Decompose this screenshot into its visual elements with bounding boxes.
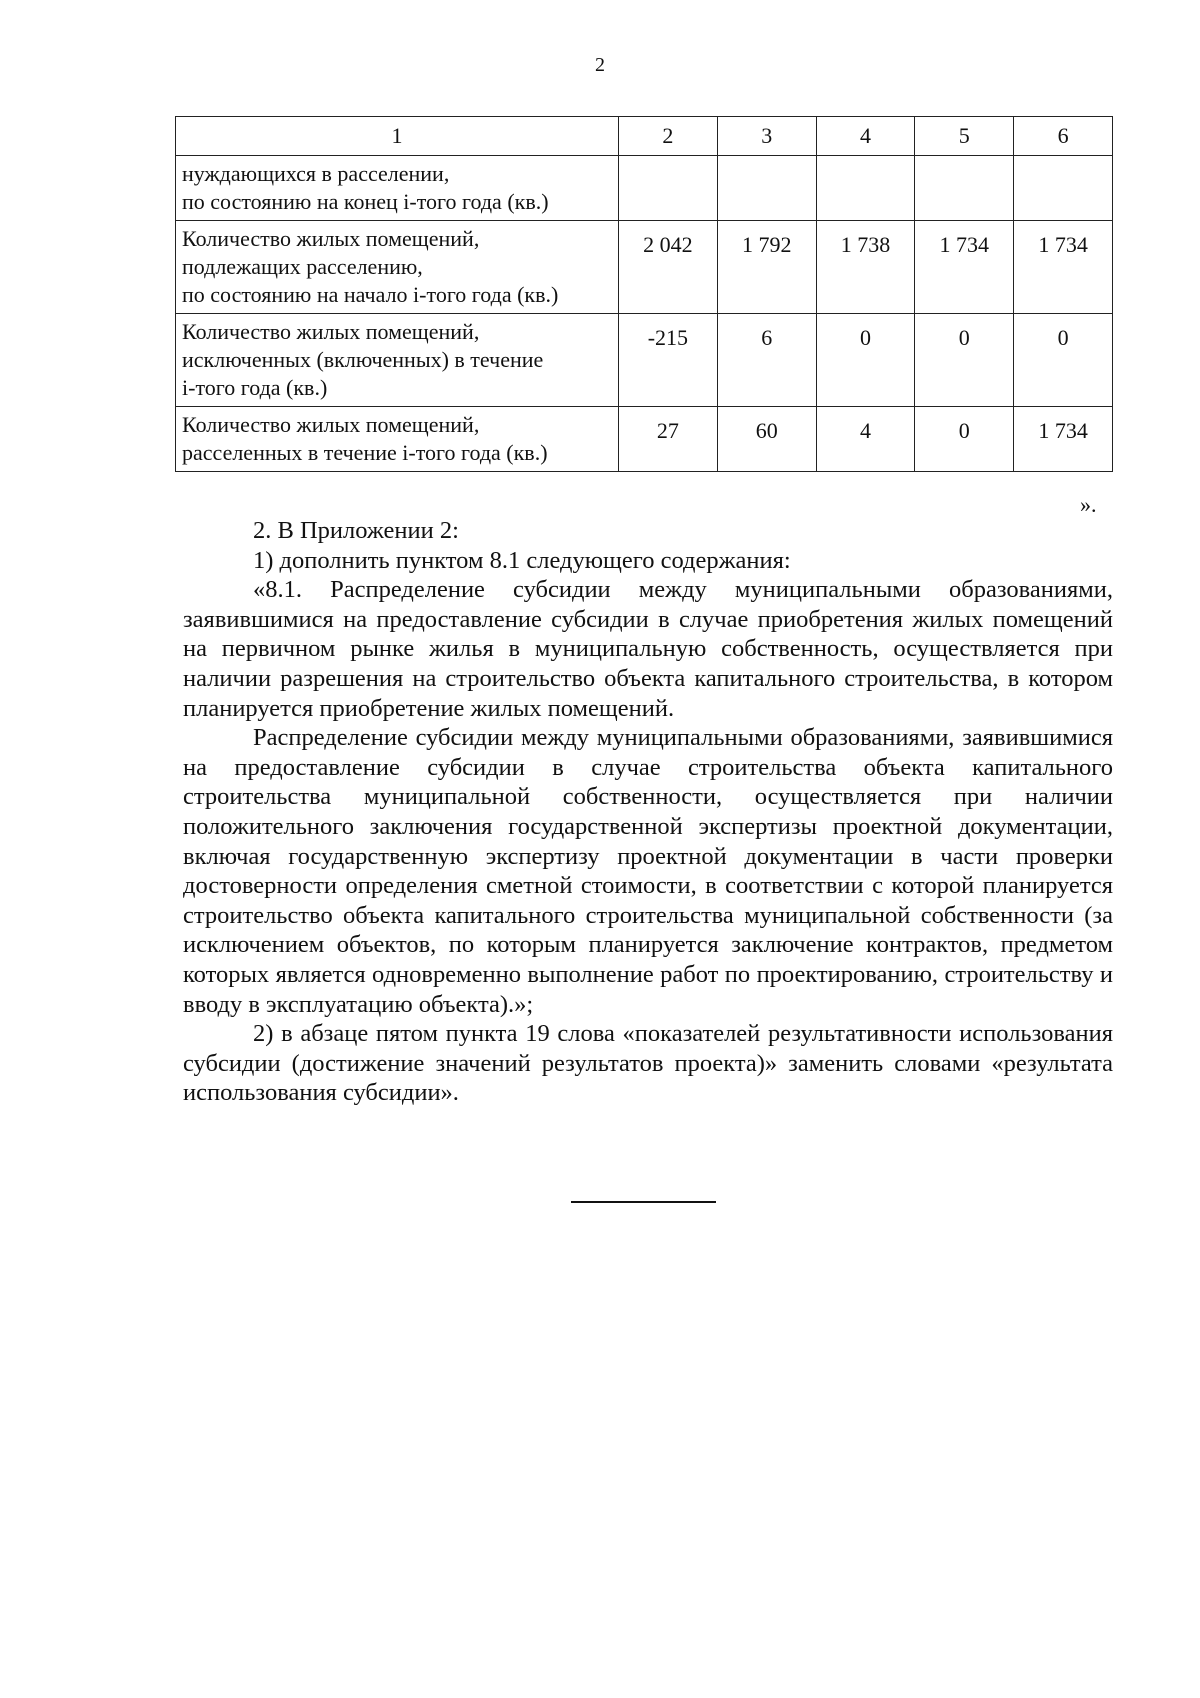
table-cell: 1 792 — [717, 221, 816, 314]
table-cell: 60 — [717, 407, 816, 472]
row-label-line: подлежащих расселению, — [182, 254, 423, 279]
row-label-line: исключенных (включенных) в течение — [182, 347, 544, 372]
row-label-line: i-того года (кв.) — [182, 375, 328, 400]
page-number: 2 — [595, 54, 605, 76]
table-cell: 0 — [1014, 314, 1113, 407]
table-row — [176, 221, 1113, 314]
table-cell — [1014, 156, 1113, 221]
row-label-line: нуждающихся в расселении, — [182, 161, 450, 186]
table-row — [176, 314, 1113, 407]
row-label-line: Количество жилых помещений, — [182, 226, 480, 251]
row-label-line: по состоянию на начало i-того года (кв.) — [182, 282, 559, 307]
column-header: 5 — [915, 117, 1014, 156]
table-cell: 0 — [816, 314, 915, 407]
table-cell: 6 — [717, 314, 816, 407]
row-label — [176, 407, 619, 472]
column-header: 3 — [717, 117, 816, 156]
table-cell: 1 734 — [1014, 407, 1113, 472]
table-cell: 27 — [619, 407, 718, 472]
end-separator-line — [571, 1201, 716, 1203]
column-header: 2 — [619, 117, 718, 156]
paragraph: 1) дополнить пунктом 8.1 следующего содержания: — [253, 546, 791, 574]
table-cell: 0 — [915, 314, 1014, 407]
table-cell: 4 — [816, 407, 915, 472]
column-header: 1 — [176, 117, 619, 156]
table-cell: 1 734 — [1014, 221, 1113, 314]
column-header: 4 — [816, 117, 915, 156]
paragraph: 2. В Приложении 2: — [253, 517, 459, 544]
row-label — [176, 314, 619, 407]
table-cell — [717, 156, 816, 221]
paragraph: 2) в абзаце пятом пункта 19 слова «показателей результативности использования субсидии (достижение значений результатов проекта)» заменить словами «результата использования субсидии». — [183, 1020, 1113, 1107]
body-text — [183, 516, 1113, 1108]
table-row — [176, 407, 1113, 472]
table-header-row — [176, 117, 1113, 156]
paragraph: Распределение субсидии между муниципальными образованиями, заявившимися на предоставление субсидии в случае строительства объекта капитального строительства муниципальной собственности, осуществляется при наличии положительного заключения государственной экспертизы проектной документации, включая государственную экспертизу проектной документации в части проверки достоверности определения сметной стоимости, в соответствии с которой планируется строительство объекта капитального строительства муниципальной собственности (за исключением объектов, по которым планируется заключение контрактов, предметом которых является одновременно выполнение работ по проектированию, строительству и вводу в эксплуатацию объекта).»; — [183, 724, 1113, 1018]
data-table — [175, 116, 1113, 472]
closing-quote: ». — [1080, 492, 1097, 517]
table-cell — [915, 156, 1014, 221]
row-label-line: Количество жилых помещений, — [182, 412, 480, 437]
row-label-line: расселенных в течение i-того года (кв.) — [182, 440, 548, 465]
row-label-line: по состоянию на конец i-того года (кв.) — [182, 189, 549, 214]
column-header: 6 — [1014, 117, 1113, 156]
table-cell: 1 738 — [816, 221, 915, 314]
table-cell: 1 734 — [915, 221, 1014, 314]
table-cell: -215 — [619, 314, 718, 407]
table-cell — [619, 156, 718, 221]
row-label-line: Количество жилых помещений, — [182, 319, 480, 344]
paragraph: «8.1. Распределение субсидии между муниципальными образованиями, заявившимися на предоставление субсидии в случае приобретения жилых помещений на первичном рынке жилья в муниципальную собственность, осуществляется при наличии разрешения на строительство объекта капитального строительства, в котором планируется приобретение жилых помещений. — [183, 576, 1113, 722]
row-label — [176, 156, 619, 221]
table-cell: 2 042 — [619, 221, 718, 314]
table-row — [176, 156, 1113, 221]
row-label — [176, 221, 619, 314]
table-cell — [816, 156, 915, 221]
table-cell: 0 — [915, 407, 1014, 472]
